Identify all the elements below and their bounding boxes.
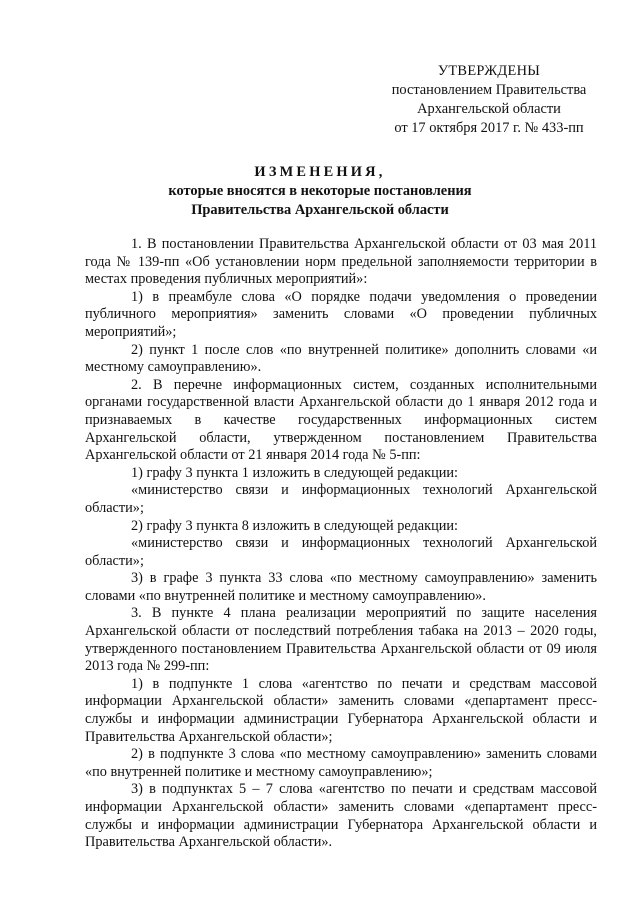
paragraph: «министерство связи и информационных технологий Архангельской области»; (85, 535, 597, 569)
document-heading (0, 163, 640, 220)
paragraph: 2) графу 3 пункта 8 изложить в следующей редакции: (131, 517, 459, 534)
paragraph: 3) в подпунктах 5 – 7 слова «агентство по печати и средствам массовой информации Архангельской области» заменить словами «департамент пресс-службы и информации администрации Губернатора Архангельской области и Правительства Архангельской области». (85, 781, 597, 851)
paragraph: «министерство связи и информационных технологий Архангельской области»; (85, 482, 597, 516)
paragraph: 1) в преамбуле слова «О порядке подачи уведомления о проведении публичного мероприятия» заменить словами «О проведении публичных мероприятий»; (85, 288, 597, 340)
paragraph: 3. В пункте 4 плана реализации мероприятий по защите населения Архангельской области от последствий потребления табака на 2013 – 2020 годы, утвержденного постановлением Правительства Архангельской области от 09 июля 2013 года № 299-пп: (85, 605, 597, 675)
document-subtitle-2: Правительства Архангельской области (191, 202, 449, 218)
approval-title: УТВЕРЖДЕНЫ (437, 63, 541, 79)
paragraph: 2) пункт 1 после слов «по внутренней политике» дополнить словами «и местному самоуправлению». (85, 341, 597, 376)
paragraph: 2) в подпункте 3 слова «по местному самоуправлению» заменить словами «по внутренней политике и местному самоуправлению»; (85, 746, 597, 780)
paragraph: 1) в подпункте 1 слова «агентство по печати и средствам массовой информации Архангельской области» заменить словами «департамент пресс-службы и информации администрации Губернатора Архангельской области и Правительства Архангельской области»; (85, 675, 597, 745)
paragraph: 2. В перечне информационных систем, созданных исполнительными органами государственной власти Архангельской области до 1 января 2012 года и признаваемых в качестве государственных информационных систем Архангельской области, утвержденном постановлением Правительства Архангельской области от 21 января 2014 года № 5-пп: (85, 376, 597, 464)
paragraph: 1) графу 3 пункта 1 изложить в следующей редакции: (131, 464, 459, 481)
paragraph: 1. В постановлении Правительства Архангельской области от 03 мая 2011 года № 139-пп «Об установлении норм предельной заполняемости территории в местах проведения публичных мероприятий»: (85, 236, 597, 288)
document-body (85, 236, 597, 852)
document-subtitle-1: которые вносятся в некоторые постановления (168, 183, 472, 199)
approval-line-2: Архангельской области (417, 101, 561, 117)
approval-stamp-block (373, 62, 605, 138)
paragraph: 3) в графе 3 пункта 33 слова «по местному самоуправлению» заменить словами «по внутренней политике и местному самоуправлению». (85, 570, 597, 604)
approval-line-3: от 17 октября 2017 г. № 433-пп (394, 120, 584, 136)
document-title: ИЗМЕНЕНИЯ, (254, 164, 386, 180)
approval-line-1: постановлением Правительства (391, 82, 587, 98)
